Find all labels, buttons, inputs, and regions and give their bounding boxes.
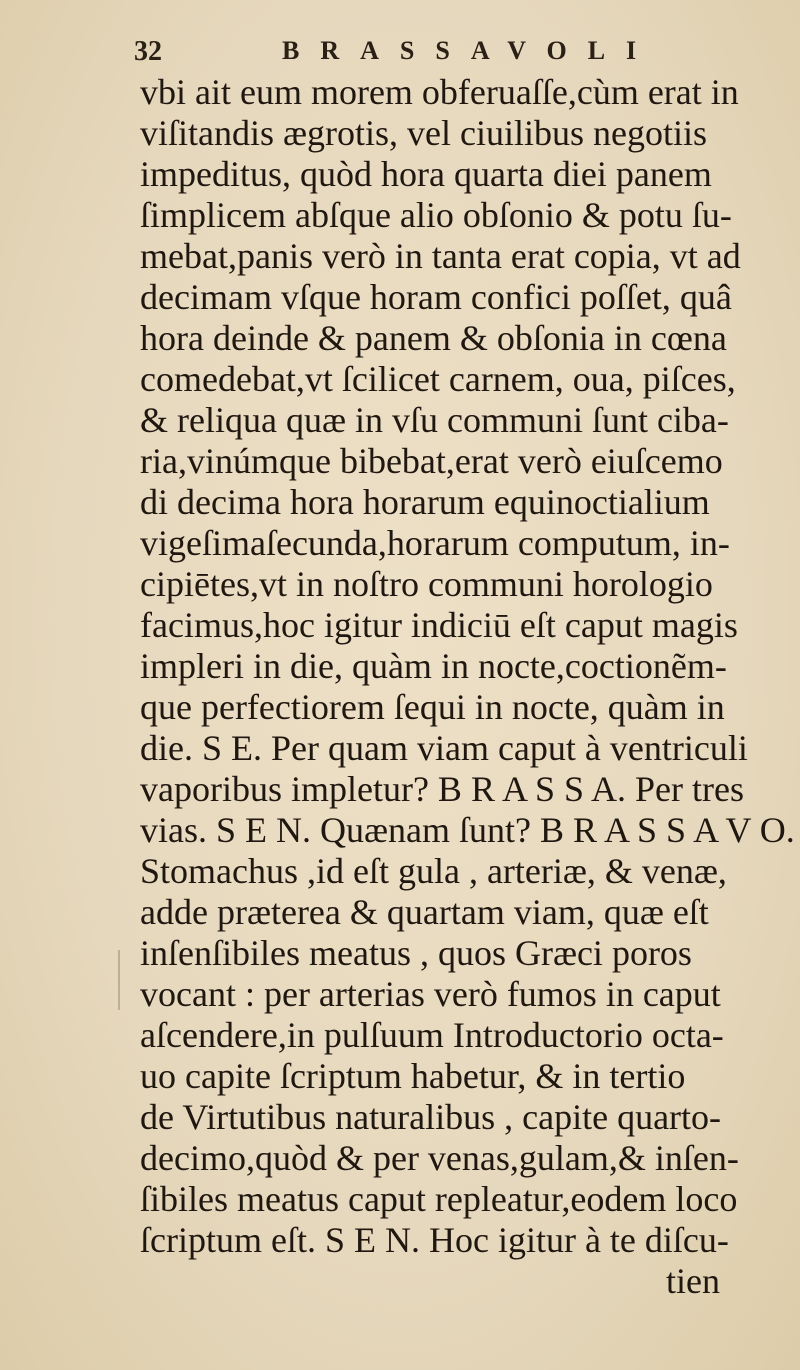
body-text (140, 72, 795, 1302)
text-line: impeditus, quòd hora quarta diei panem (140, 154, 712, 194)
text-line: vias. S E N. Quænam ſunt? B R A S S A V O. (140, 810, 795, 850)
text-line: ſcriptum eſt. S E N. Hoc igitur à te diſcu- (140, 1220, 729, 1260)
text-line: hora deinde & panem & obſonia in cœna (140, 318, 727, 358)
running-head (134, 30, 774, 70)
text-line: decimo,quòd & per venas,gulam,& inſen- (140, 1138, 739, 1178)
text-line: mebat,panis verò in tanta erat copia, vt ad (140, 236, 741, 276)
text-line: impleri in die, quàm in nocte,coctionẽm- (140, 646, 727, 686)
text-line: vocant : per arterias verò fumos in caput (140, 974, 721, 1014)
text-line: vbi ait eum morem obferuaſſe,cùm erat in (140, 72, 739, 112)
text-line: de Virtutibus naturalibus , capite quarto- (140, 1097, 722, 1137)
text-line: di decima hora horarum equinoctialium (140, 482, 710, 522)
running-title: BRASSAVOLI (282, 36, 658, 65)
text-line: uo capite ſcriptum habetur, & in tertio (140, 1056, 686, 1096)
text-line: viſitandis ægrotis, vel ciuilibus negotiis (140, 113, 707, 153)
text-line: & reliqua quæ in vſu communi ſunt ciba- (140, 400, 729, 440)
text-line: aſcendere,in pulſuum Introductorio octa- (140, 1015, 724, 1055)
catchword: tien (666, 1261, 720, 1301)
text-line: que perfectiorem ſequi in nocte, quàm in (140, 687, 725, 727)
text-line: vigeſimaſecunda,horarum computum, in- (140, 523, 730, 563)
text-line: adde præterea & quartam viam, quæ eſt (140, 892, 709, 932)
text-line: die. S E. Per quam viam caput à ventriculi (140, 728, 748, 768)
page-number: 32 (134, 36, 162, 67)
text-line: Stomachus ,id eſt gula , arteriæ, & venæ, (140, 851, 727, 891)
text-line: inſenſibiles meatus , quos Græci poros (140, 933, 692, 973)
text-line: ſibiles meatus caput repleatur,eodem loco (140, 1179, 738, 1219)
text-line: ſimplicem abſque alio obſonio & potu ſu- (140, 195, 732, 235)
text-line: decimam vſque horam confici poſſet, quâ (140, 277, 732, 317)
text-line: vaporibus impletur? B R A S S A. Per tres (140, 769, 745, 809)
text-line: facimus,hoc igitur indiciū eſt caput magis (140, 605, 738, 645)
text-line: comedebat,vt ſcilicet carnem, oua, piſces, (140, 359, 736, 399)
text-line: cipiētes,vt in noſtro communi horologio (140, 564, 713, 604)
margin-mark (118, 950, 120, 1010)
text-line: ria,vinúmque bibebat,erat verò eiuſcemo (140, 441, 723, 481)
